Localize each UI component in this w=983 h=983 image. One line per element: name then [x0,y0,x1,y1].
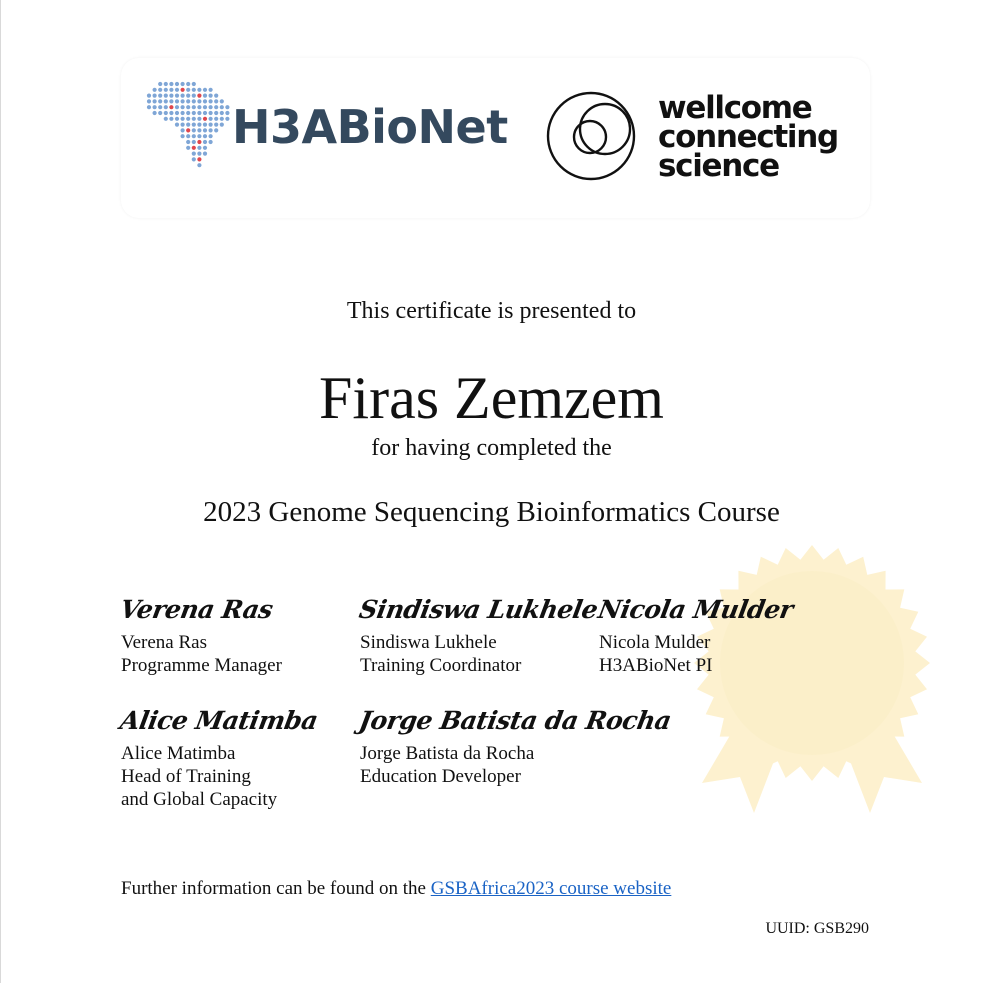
further-information [121,878,671,900]
signatory-role: Head of Training [121,766,251,787]
signatory-name: Jorge Batista da Rocha [360,743,535,764]
page-edge [0,0,1,983]
h3abionet-logo-text: H3ABioNet [232,100,508,154]
course-website-link[interactable]: GSBAfrica2023 course website [430,878,672,899]
signatory-name: Alice Matimba [121,743,236,764]
further-information-text: Further information can be found on the [121,878,426,899]
course-title: 2023 Genome Sequencing Bioinformatics Course [203,496,780,528]
signature: Verena Ras [118,595,275,624]
signatory-name: Verena Ras [121,632,207,653]
signature: Alice Matimba [118,706,320,735]
signatory-jorge-batista-da-rocha [357,706,674,788]
wellcome-logo-icon [545,90,637,182]
signatory-nicola-mulder [596,595,796,677]
africa-map-logo-icon [145,80,233,176]
seal-icon [682,545,942,825]
recipient-name: Firas Zemzem [319,365,664,431]
presented-text: This certificate is presented to [346,298,637,324]
signatory-role: Education Developer [360,766,521,787]
signatory-role: H3ABioNet PI [599,655,713,676]
signatory-role-line-2: and Global Capacity [121,789,278,810]
signatory-verena-ras [118,595,282,677]
signatory-role: Training Coordinator [360,655,522,676]
signatory-sindiswa-lukhele [357,595,600,677]
signatory-name: Nicola Mulder [599,632,711,653]
wellcome-logo-text [658,90,838,184]
signatory-alice-matimba [118,706,320,811]
signature: Jorge Batista da Rocha [357,706,674,735]
uuid-label: UUID: GSB290 [765,920,869,937]
signatory-name: Sindiswa Lukhele [360,632,497,653]
signature: Sindiswa Lukhele [357,595,600,624]
wellcome-word: wellcome [658,90,812,126]
signatory-role: Programme Manager [121,655,282,676]
signature: Nicola Mulder [596,595,796,624]
science-word: science [658,148,779,184]
completed-text: for having completed the [371,435,612,461]
connecting-word: connecting [658,119,838,155]
